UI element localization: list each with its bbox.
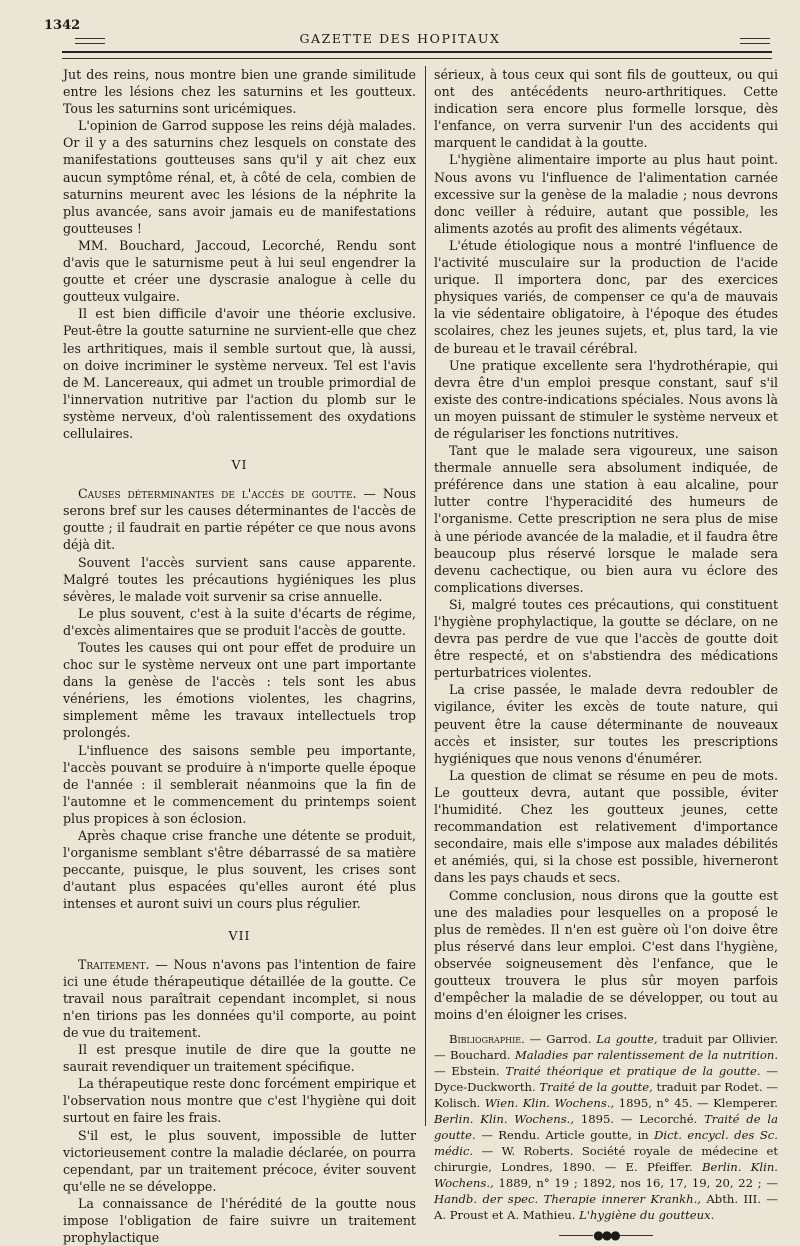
- bib-text: — Dyce-Duckworth.: [434, 1064, 778, 1095]
- section-heading-vi: VI: [231, 457, 248, 473]
- paragraph: L'opinion de Garrod suppose les reins déjà malades. Or il y a des saturnins chez lesquels on constate des manifestations goutteuses sans qu'il y ait chez eux aucun symptôme rénal, et, à côté de cela, combien de saturnins meurent avec les lésions de la néphrite la plus avancée, sans avoir jamais eu de manifestations goutteuses !: [63, 118, 416, 236]
- page-number: 1342: [44, 18, 81, 33]
- paragraph: La connaissance de l'hérédité de la goutte nous impose l'obligation de faire suivre un traitement prophylactique: [63, 1195, 416, 1246]
- paragraph-text: — Nous serons bref sur les causes déterminantes de l'accès de goutte ; il faudrait en partie répéter ce que nous avons déjà dit.: [63, 486, 417, 553]
- paragraph: L'étude étiologique nous a montré l'influence de l'activité musculaire sur la production de l'acide urique. Il importera donc, par des exercices physiques variés, de compenser ce qu'a de mauvais la vie sédentaire obligatoire, à l'époque des études scolaires, chez les jeunes sujets, et, plus tard, la vie de bureau et le travail cérébral.: [434, 237, 778, 356]
- bib-text: 1895, n° 45. — Klemperer.: [614, 1096, 778, 1111]
- paragraph: [63, 956, 416, 1041]
- dash-right: [740, 38, 770, 44]
- paragraph: Une pratique excellente sera l'hydrothérapie, qui devra être d'un emploi presque constant, sauf s'il existe des contre-indications spéciales. Nous avons là un moyen puissant de stimuler le système nerveux et de régulariser les fonctions nutritives.: [434, 357, 778, 441]
- paragraph: L'hygiène alimentaire importe au plus haut point. Nous avons vu l'influence de l'alimentation carnée excessive sur la genèse de la maladie ; nous devrons donc veiller à réduire, autant que possible, les aliments azotés au profit des aliments végétaux.: [434, 152, 778, 236]
- paragraph-text: — Nous n'avons pas l'intention de faire ici une étude thérapeutique détaillée de la goutte. Ce travail nous paraîtrait cependant incomplet, si nous n'en tirions pas les données qu'il comporte, au point de vue du traitement.: [63, 956, 416, 1040]
- section-heading-vii: VII: [228, 927, 251, 943]
- paragraph: MM. Bouchard, Jaccoud, Lecorché, Rendu sont d'avis que le saturnisme peut à lui seul engendrer la goutte et créer une dyscrasie analogue à celle du goutteux vulgaire.: [63, 237, 416, 305]
- bib-text: 1889, n° 19 ; 1892, nos 16, 17, 19, 20, 22 ; —: [493, 1176, 778, 1191]
- bib-title: La goutte,: [596, 1032, 658, 1047]
- bib-text: traduit par Ollivier. — Bouchard.: [434, 1032, 778, 1063]
- paragraph: S'il est, le plus souvent, impossible de lutter victorieusement contre la maladie déclarée, on pourra cependant, par un traitement précoce, éviter souvent qu'elle ne se développe.: [63, 1127, 416, 1194]
- paragraph: Si, malgré toutes ces précautions, qui constituent l'hygiène prophylactique, la goutte se déclare, on ne devra pas perdre de vue que l'accès de goutte doit être respecté, et on s'abstiendra des médications perturbatrices violentes.: [434, 596, 778, 681]
- bib-text: Abth. III. — A. Proust et A. Mathieu.: [434, 1192, 778, 1223]
- column-divider: [425, 66, 426, 1126]
- paragraph: Il est presque inutile de dire que la goutte ne saurait revendiquer un traitement spécifique.: [63, 1042, 416, 1075]
- paragraph: Le plus souvent, c'est à la suite d'écarts de régime, d'excès alimentaires que se produit l'accès de goutte.: [63, 605, 416, 638]
- paragraph: Souvent l'accès survient sans cause apparente. Malgré toutes les précautions hygiéniques les plus sévères, le malade voit survenir sa crise annuelle.: [63, 554, 416, 604]
- bib-title: Berlin. Klin. Wochens.,: [434, 1160, 778, 1191]
- paragraph: La crise passée, le malade devra redoubler de vigilance, éviter les excès de toute nature, qui peuvent être la cause déterminante de nouveaux accès et insister, sur toutes les prescriptions hygiéniques que nous venons d'énumérer.: [434, 682, 778, 766]
- bib-title: L'hygiène du goutteux.: [579, 1208, 715, 1223]
- paragraph: L'influence des saisons semble peu importante, l'accès pouvant se produire à n'importe quelle époque de l'année : il semblerait néanmoins que la fin de l'automne et le commencement du printemps soient plus propices à son éclosion.: [63, 742, 416, 826]
- paragraph: Après chaque crise franche une détente se produit, l'organisme semblant s'être débarrassé de sa matière peccante, puisque, le plus souvent, les crises sont d'autant plus espacées qu'elles auront été plus intenses et auront suivi un cours plus régulier.: [63, 828, 416, 912]
- bib-title: Handb. der spec. Therapie innerer Krankh.,: [434, 1192, 701, 1207]
- paragraph: sérieux, à tous ceux qui sont fils de goutteux, ou qui ont des antécédents neuro-arthritiques. Cette indication sera encore plus formelle lorsque, dès l'enfance, on verra survenir l'un des accidents qui marquent le candidat à la goutte.: [434, 67, 778, 151]
- bib-title: Traité de la goutte.: [434, 1112, 778, 1143]
- bib-text: — Ebstein.: [434, 1064, 506, 1079]
- bib-text: — Garrod.: [524, 1032, 597, 1047]
- paragraph: Tant que le malade sera vigoureux, une saison thermale annuelle sera absolument indiquée, de préférence dans une station à eau alcaline, pour lutter contre l'hyperacidité des humeurs de l'organisme. Cette prescription ne sera plus de mise à une période avancée de la maladie, et il faudra être beaucoup plus réservé lorsque le malade sera devenu cachectique, ou bien aura vu éclore des complications diverses.: [434, 443, 778, 595]
- bib-text: — W. Roberts. Société royale de médecine et chirurgie, Londres, 1890. — E. Pfeiffer.: [434, 1144, 778, 1175]
- right-column: [434, 66, 778, 1244]
- bibliography: [434, 1031, 778, 1223]
- run-in-heading: Causes déterminantes de l'accès de goutte.: [78, 486, 357, 502]
- bib-title: Wien. Klin. Wochens.,: [484, 1096, 615, 1111]
- paragraph: Toutes les causes qui ont pour effet de produire un choc sur le système nerveux ont une part importante dans la genèse de l'accès : tels sont les abus vénériens, les émotions violentes, les chagrins, simplement même les travaux intellectuels trop prolongés.: [63, 640, 416, 741]
- bibliography-label: Bibliographie.: [449, 1032, 525, 1047]
- bib-text: traduit par Rodet. — Kolisch.: [434, 1080, 778, 1111]
- running-head: GAZETTE DES HOPITAUX: [299, 31, 501, 46]
- end-ornament: ●●●: [434, 1227, 778, 1244]
- bib-title: Berlin. Klin. Wochens.,: [434, 1112, 575, 1127]
- bib-title: Traité théorique et pratique de la goutte.: [505, 1064, 761, 1079]
- run-in-heading: Traitement.: [78, 956, 150, 972]
- paragraph: [63, 485, 416, 553]
- bib-title: Maladies par ralentissement de la nutrition.: [514, 1048, 779, 1063]
- paragraph: La question de climat se résume en peu de mots. Le goutteux devra, autant que possible, éviter l'humidité. Chez les goutteux jeunes, cette recommandation est relativement d'importance secondaire, mais elle s'impose aux malades débilités et anémiés, qui, si la chose est possible, hiverneront dans les pays chauds et secs.: [434, 767, 778, 886]
- bib-text: — Rendu. Article goutte, in: [475, 1128, 655, 1143]
- bib-text: 1895. — Lecorché.: [574, 1112, 705, 1127]
- paragraph: Jut des reins, nous montre bien une grande similitude entre les lésions chez les saturnins et les goutteux. Tous les saturnins sont uricémiques.: [63, 67, 416, 117]
- bib-title: Dict. encycl. des Sc. médic.: [434, 1128, 778, 1159]
- paragraph: Comme conclusion, nous dirons que la goutte est une des maladies pour lesquelles on a proposé le plus de remèdes. Il n'en est guère où l'on doive être plus réservé dans leur emploi. C'est dans l'hygiène, observée soigneusement dès l'enfance, que le goutteux trouvera le plus sûr moyen parfois d'empêcher la maladie de se développer, ou tout au moins d'en éloigner les crises.: [434, 887, 778, 1023]
- bib-title: Traité de la goutte,: [539, 1080, 653, 1095]
- paragraph: La thérapeutique reste donc forcément empirique et l'observation nous montre que c'est l'hygiène qui doit surtout en faire les frais.: [63, 1076, 416, 1126]
- left-column: [63, 66, 416, 1246]
- paragraph: Il est bien difficile d'avoir une théorie exclusive. Peut-être la goutte saturnine ne survient-elle que chez les arthritiques, mais il semble surtout que, là aussi, on doive incriminer le système nerveux. Tel est l'avis de M. Lancereaux, qui admet un trouble primordial de l'innervation nutritive par l'action du plomb sur le système nerveux, d'où ralentissement des oxydations cellulaires.: [63, 306, 416, 441]
- top-rule: [62, 51, 772, 59]
